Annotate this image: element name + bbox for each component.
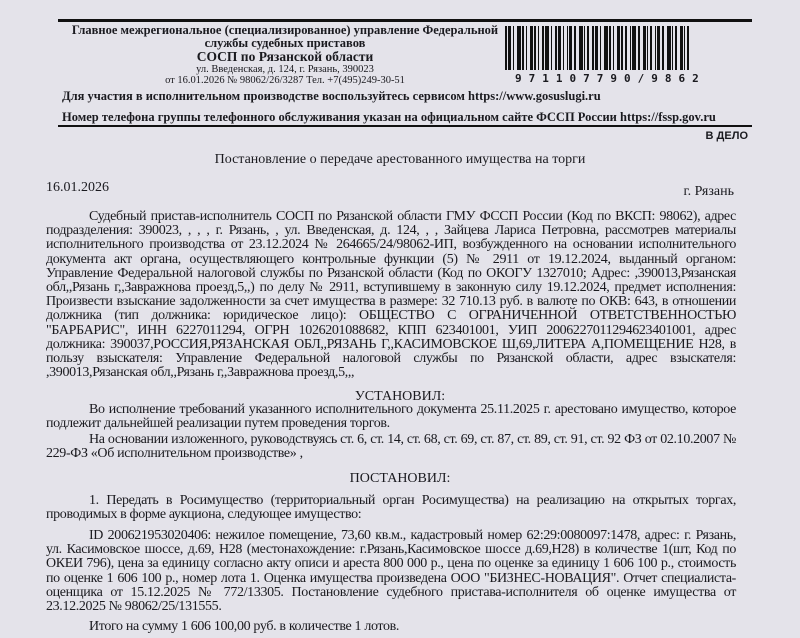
barcode-bar — [687, 26, 689, 70]
document-title: Постановление о передаче арестованного имущества на торги — [214, 152, 586, 167]
barcode-bar — [647, 26, 648, 70]
barcode-bar — [632, 26, 636, 70]
barcode-bar — [569, 26, 572, 70]
property-description: ID 200621953020406: нежилое помещение, 73,60 кв.м., кадастровый номер 62:29:0080097:1478, адрес: г. Рязань, ул. Касимовское шоссе, д.69, Н28 (местонахождение: г.Рязань,Касимовское шоссе д.69,Н28) в количестве 1(шт, Код по ОКЕИ 796), цена за единицу согласно акту описи и ареста 800 000 р., цена по оценке за единицу 1 606 100 р., стоимость по оценке 1 606 100 р., номер лота 1. Оценка имущества произведена ООО "БИЗНЕС-НОВАЦИЯ". Отчет специалиста-оценщика от 15.12.2025 № 772/13305. Постановление судебного пристава-исполнителя об оценке имущества от 23.12.2025 № 98062/25/131555. — [46, 528, 736, 615]
barcode-bar — [505, 26, 507, 70]
barcode-bar — [579, 26, 583, 70]
barcode-bar — [574, 26, 576, 70]
document-city: г. Рязань — [683, 184, 734, 199]
stamp-v-delo: В ДЕЛО — [705, 130, 748, 142]
barcode-bar — [545, 26, 549, 70]
barcode-bar — [595, 26, 598, 70]
barcode-bar — [638, 26, 640, 70]
barcode-bar — [630, 26, 631, 70]
barcode-bar — [625, 26, 627, 70]
org-line-1: Главное межрегиональное (специализированное) управление Федеральной — [71, 23, 499, 37]
barcode-bar — [538, 26, 539, 70]
barcode-bar — [517, 26, 521, 70]
barcode-bar — [587, 26, 589, 70]
barcode-bar — [650, 26, 652, 70]
barcode-digits: 971107790/9862 — [515, 72, 706, 85]
barcode-bar — [680, 26, 683, 70]
org-address: ул. Введенская, д. 124, г. Рязань, 390023 — [196, 64, 374, 75]
barcode-bar — [522, 26, 524, 70]
barcode-bar — [555, 26, 557, 70]
barcode-bar — [662, 26, 664, 70]
barcode-bar — [609, 26, 611, 70]
resolved-heading: ПОСТАНОВИЛ: — [349, 471, 451, 486]
barcode-bar — [551, 26, 552, 70]
header-top-rule — [58, 19, 752, 22]
barcode-bar — [657, 26, 660, 70]
established-heading: УСТАНОВИЛ: — [354, 389, 446, 404]
barcode-bar — [513, 26, 514, 70]
barcode-bar — [617, 26, 620, 70]
header-bottom-rule — [58, 125, 752, 127]
barcode-bar — [534, 26, 536, 70]
barcode-bar — [643, 26, 646, 70]
barcode-bar — [600, 26, 601, 70]
barcode-bar — [567, 26, 568, 70]
barcode-bar — [604, 26, 608, 70]
barcode-bar — [667, 26, 671, 70]
resolution-item-1: 1. Передать в Росимущество (территориальный орган Росимущества) на реализацию на открытых торгах, проводимых в форме аукциона, следующее имущество: — [46, 493, 736, 523]
barcode-bar — [684, 26, 685, 70]
intro-paragraph: Судебный пристав-исполнитель СОСП по Рязанской области ГМУ ФССП России (Код по ВКСП: 98062), адрес подразделения: 390023, , , , г. Рязань, , ул. Введенская, д. 124, , , Зайцева Лариса Петровна, рассмотрев материалы исполнительного производства от 23.12.2024 № 264665/24/98062-ИП, возбужденного на основании исполнительного документа акт органа, осуществляющего контрольные функции (5) № 2911 от 19.12.2024, выданный органом: Управление Федеральной налоговой службы по Рязанской области (Код по ОКОГУ 1327010; Адрес: ,390013,Рязанская обл,,Рязань г,,Завражнова проезд,5,,) по делу № 2911, вступившему в законную силу 19.12.2024, предмет исполнения: Произвести взыскание задолженности за счет имущества в размере: 32 710.13 руб. в валюте по ОКВ: 643, в отношении должника (тип должника: юридическое лицо): ОБЩЕСТВО С ОГРАНИЧЕННОЙ ОТВЕТСТВЕННОСТЬЮ "БАРБАРИС", ИНН 6227011294, ОГРН 1026201088682, КПП 623401001, УИП 20062270112946234010​01, адрес должника: 390037,РОССИЯ,РЯЗАНСКАЯ ОБЛ,,РЯЗАНЬ Г,,КАСИМОВСКОЕ Ш,69,ЛИТЕРА А,ПОМЕЩЕНИЕ Н28, в пользу взыскателя: Управление Федеральной налоговой службы по Рязанской области, адрес взыскателя: ,390013,Рязанская обл,,Рязань г,,Завражнова проезд,5,,, — [46, 209, 736, 381]
barcode-bar — [613, 26, 614, 70]
gosuslugi-notice: Для участия в исполнительном производстве воспользуйтесь сервисом https://www.gosuslugi.ru — [62, 89, 601, 103]
barcode-bar — [563, 26, 564, 70]
org-line-2: службы судебных приставов — [204, 36, 366, 50]
org-line-3: СОСП по Рязанской области — [196, 49, 374, 64]
barcode-bar — [655, 26, 656, 70]
basis-paragraph: На основании изложенного, руководствуясь ст. 6, ст. 14, ст. 68, ст. 69, ст. 87, ст. 89, ст. 91, ст. 92 ФЗ от 02.10.2007 № 229-ФЗ «Об исполнительном производстве» , — [46, 432, 736, 462]
document-date: 16.01.2026 — [46, 180, 109, 195]
barcode-bar — [675, 26, 677, 70]
barcode — [505, 26, 750, 70]
phone-notice: Номер телефона группы телефонного обслуживания указан на официальном сайте ФССП России https://fssp.gov.ru — [62, 110, 716, 124]
barcode-bar — [592, 26, 594, 70]
established-paragraph: Во исполнение требований указанного исполнительного документа 25.11.2025 г. арестовано имущество, которое подлежит дальнейшей реализации путем проведения торгов. — [46, 402, 736, 432]
barcode-bar — [526, 26, 527, 70]
barcode-bar — [584, 26, 585, 70]
barcode-bar — [558, 26, 561, 70]
barcode-bar — [621, 26, 623, 70]
doc-reference: от 16.01.2026 № 98062/26/3287 Тел. +7(495)249-30-51 — [165, 75, 405, 86]
issuer-block — [50, 24, 520, 86]
barcode-bar — [530, 26, 533, 70]
barcode-bar — [508, 26, 511, 70]
barcode-bar — [672, 26, 673, 70]
barcode-bar — [542, 26, 544, 70]
total-line: Итого на сумму 1 606 100,00 руб. в количестве 1 лотов. — [89, 619, 400, 634]
